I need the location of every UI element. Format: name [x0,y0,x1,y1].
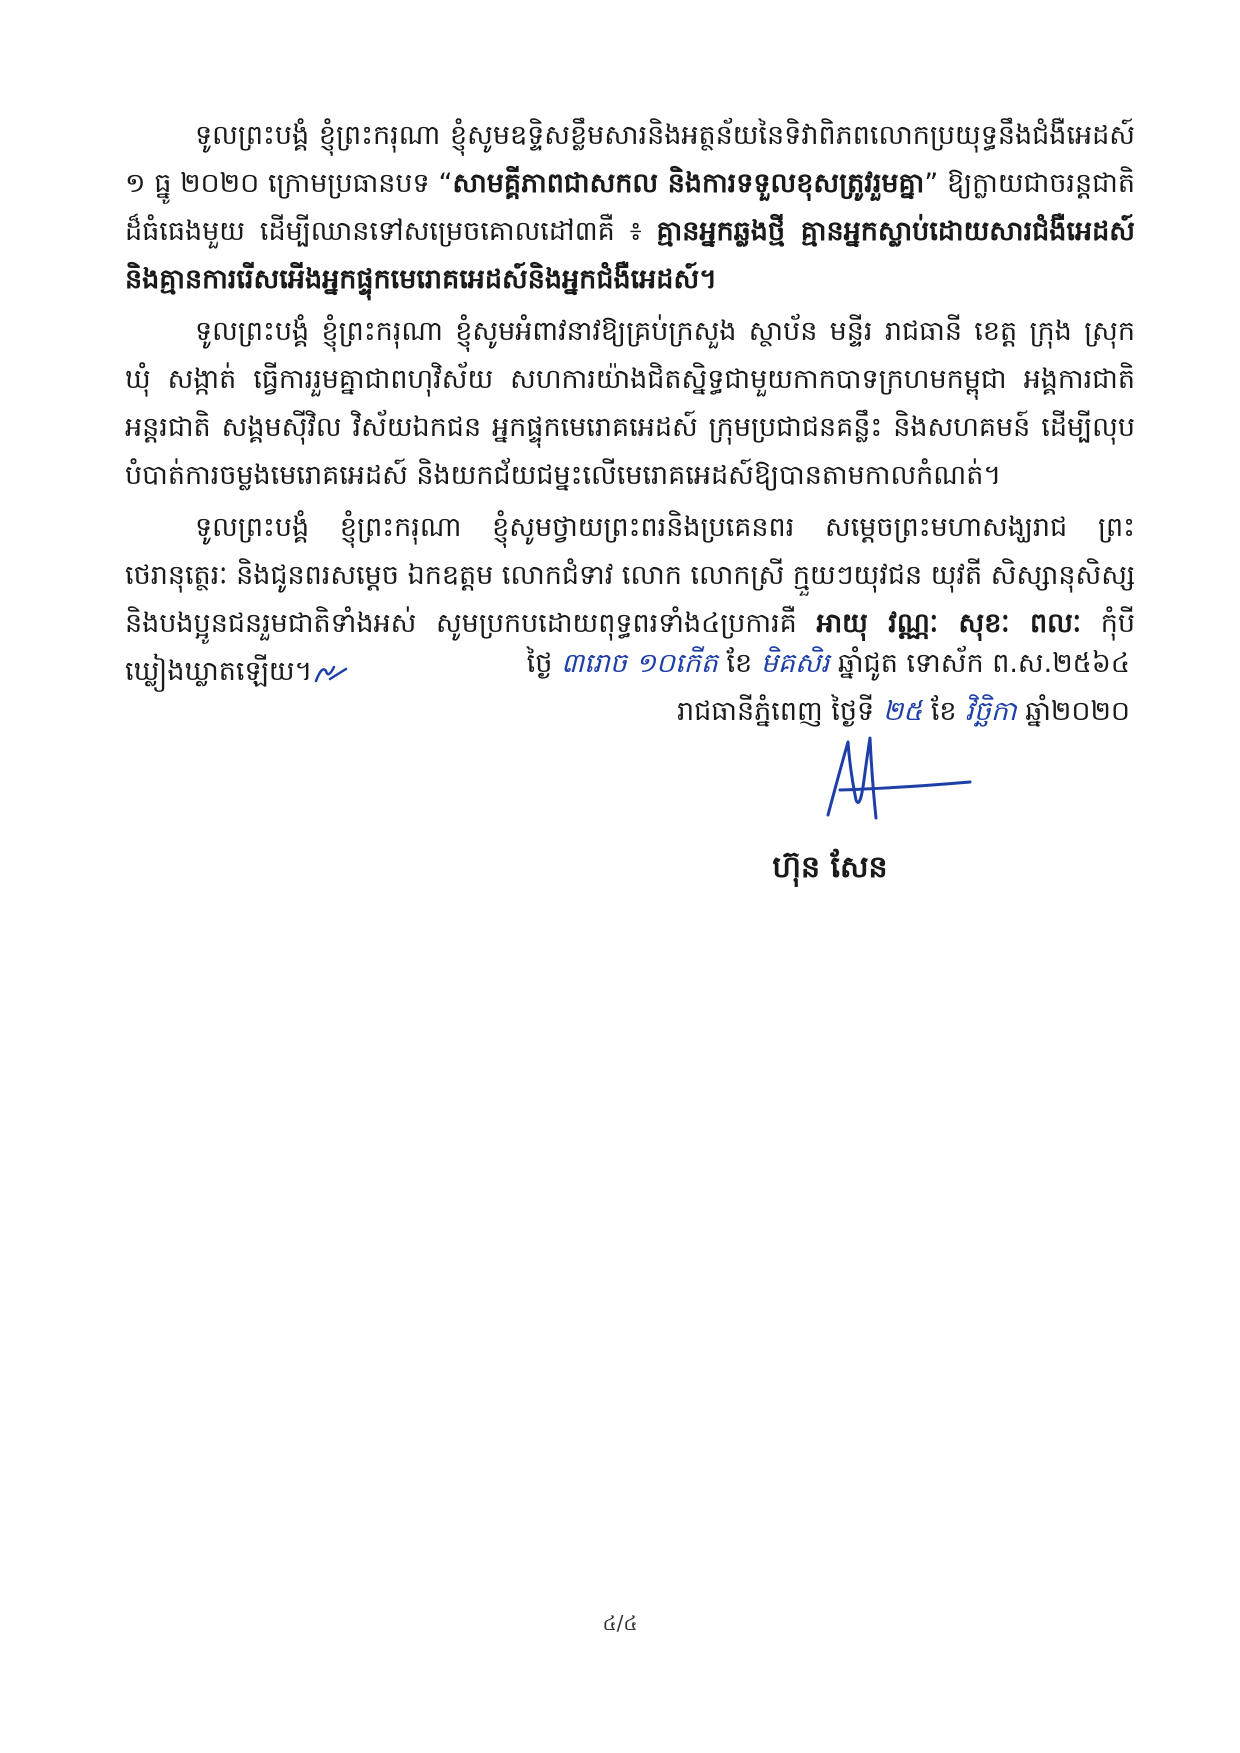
paragraph-1 [125,112,1135,304]
lunar-month-prefix: ខែ [726,648,753,679]
solar-day-handwritten: ២៥ [882,696,923,727]
four-blessings: អាយុ វណ្ណៈ សុខៈ ពលៈ [816,608,1082,639]
paragraph-2: ទូលព្រះបង្គំ ខ្ញុំព្រះករុណា ខ្ញុំសូមអំពាវនាវឱ្យគ្រប់ក្រសួង ស្ថាប័ន មន្ទីរ រាជធានី ខេត្ត ក្រុង ស្រុក ឃុំ សង្កាត់ ធ្វើការរួមគ្នាជាពហុវិស័យ សហការយ៉ាងជិតស្និទ្ធជាមួយកាកបាទក្រហមកម្ពុជា អង្គការជាតិ អន្តរជាតិ សង្គមស៊ីវិល វិស័យឯកជន អ្នកផ្ទុកមេរោគអេដស៍ ក្រុមប្រជាជនគន្លឹះ និងសហគមន៍ ដើម្បីលុបបំបាត់ការចម្លងមេរោគអេដស៍ និងយកជ័យជម្នះលើមេរោគអេដស៍ឱ្យបានតាមកាលកំណត់។ [125,316,1135,491]
solar-day-prefix: រាជធានីភ្នំពេញ ថ្ងៃទី [677,696,875,727]
lunar-month-handwritten: មិគសិរ [760,648,830,679]
paragraph-3-text-b: កុំបីឃ្លៀងឃ្លាតឡើយ។ [125,608,1136,687]
signature-icon [820,730,980,830]
theme-title: សាមគ្គីភាពជាសកល និងការទទួលខុសត្រូវរួមគ្នា [452,168,925,199]
lunar-day-prefix: ថ្ងៃ [526,648,553,679]
letter-body [125,112,1135,700]
paragraph-3-text-a: ទូលព្រះបង្គំ ខ្ញុំព្រះករុណា ខ្ញុំសូមថ្វាយព្រះពរនិងប្រគេនពរ សម្តេចព្រះមហាសង្ឃរាជ ព្រះថេរានុត្ថេរៈ និងជូនពរសម្តេច ឯកឧត្តម លោកជំទាវ លោក លោកស្រី ក្មួយៗយុវជន យុវតី សិស្សានុសិស្ស និងបងប្អូនជនរួមជាតិទាំងអស់ សូមប្រកបដោយពុទ្ធពរទាំង៤ប្រការគឺ [125,512,1135,639]
solar-date-line [490,688,1130,736]
solar-month-prefix: ខែ [930,696,957,727]
date-block [490,640,1130,736]
solar-year: ឆ្នាំ២០២០ [1025,696,1130,727]
paragraph-1-text-b: ” ឱ្យក្លាយជាចរន្តជាតិដ៏ធំធេងមួយ ដើម្បីឈានទៅសម្រេចគោលដៅ៣គឺ ៖ [125,168,1135,247]
page-number: ៤/៤ [602,1611,638,1635]
three-goals: គ្មានអ្នកឆ្លងថ្មី គ្មានអ្នកស្លាប់ដោយសារជំងឺអេដស៍ និងគ្មានការរើសអើងអ្នកផ្ទុកមេរោគអេដស៍និងអ្នកជំងឺអេដស៍។ [125,216,1135,295]
lunar-day-handwritten: ៣រោច ១០កើត [560,648,718,679]
lunar-year: ឆ្នាំជូត ទោស័ក ព.ស.២៥៦៤ [837,648,1130,679]
paragraph-1-text-a: ទូលព្រះបង្គំ ខ្ញុំព្រះករុណា ខ្ញុំសូមឧទ្ទិសខ្លឹមសារនិងអត្ថន័យនៃទិវាពិភពលោកប្រយុទ្ធនឹងជំងឺអេដស៍ ១ ធ្នូ ២០២០ ក្រោមប្រធានបទ “ [125,120,1135,199]
lunar-date-line [490,640,1130,688]
handwritten-end-mark-icon [312,659,348,687]
signer-name: ហ៊ុន សែន [772,850,888,885]
solar-month-handwritten: វិច្ឆិកា [965,696,1017,727]
